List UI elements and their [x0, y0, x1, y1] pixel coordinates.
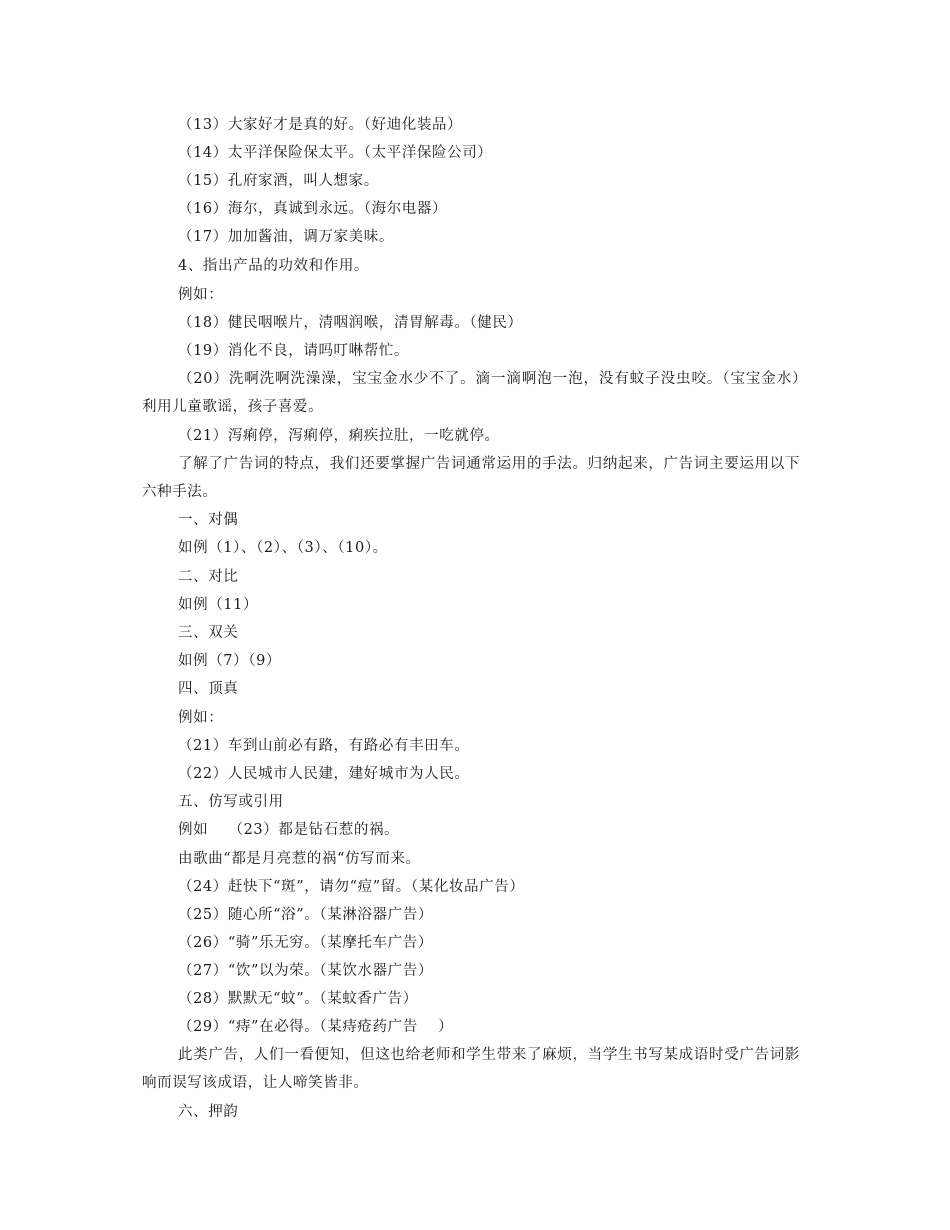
example-label-2: 例如：: [178, 710, 224, 726]
example-13: （13）大家好才是真的好。（好迪化装品）: [178, 117, 463, 133]
example-14: （14）太平洋保险保太平。（太平洋保险公司）: [178, 145, 493, 161]
example-28: （28）默默无“蚊”。（某蚊香广告）: [178, 991, 418, 1007]
example-26: （26）“骑”乐无穷。（某摩托车广告）: [178, 935, 433, 951]
example-17: （17）加加酱油，调万家美味。: [178, 229, 394, 245]
technique-heading-3: 三、双关: [178, 625, 239, 641]
technique-heading-5: 五、仿写或引用: [178, 794, 284, 810]
example-19: （19）消化不良，请吗叮啉帮忙。: [178, 343, 410, 359]
example-23: 例如 （23）都是钻石惹的祸。: [178, 822, 400, 838]
example-24: （24）赶快下“斑”，请勿“痘”留。（某化妆品广告）: [178, 879, 525, 895]
technique-heading-4: 四、顶真: [178, 681, 239, 697]
technique-heading-2: 二、对比: [178, 569, 239, 585]
example-22: （22）人民城市人民建，建好城市为人民。: [178, 766, 470, 782]
example-21: （21）泻痢停，泻痢停，痢疾拉肚，一吃就停。: [178, 428, 500, 444]
example-16: （16）海尔，真诚到永远。（海尔电器）: [178, 201, 448, 217]
example-15: （15）孔府家酒，叫人想家。: [178, 173, 379, 189]
example-label: 例如：: [178, 287, 224, 303]
example-18: （18）健民咽喉片，清咽润喉，清胃解毒。（健民）: [178, 315, 523, 331]
technique-heading-1: 一、对偶: [178, 512, 239, 528]
example-23-note: 由歌曲“都是月亮惹的祸“仿写而来。: [178, 851, 421, 867]
example-29: （29）“痔”在必得。（某痔疮药广告 ）: [178, 1019, 454, 1035]
technique-heading-6: 六、押韵: [178, 1104, 239, 1120]
example-25: （25）随心所“浴”。（某淋浴器广告）: [178, 907, 433, 923]
intro-paragraph: 了解了广告词的特点，我们还要掌握广告词通常运用的手法。归纳起来，广告词主要运用以下六种手法。: [142, 456, 800, 500]
technique-3-examples: 如例（7）（9）: [178, 653, 282, 669]
summary-paragraph: 此类广告，人们一看便知，但这也给老师和学生带来了麻烦，当学生书写某成语时受广告词影响而误写该成语，让人啼笑皆非。: [142, 1047, 800, 1091]
technique-1-examples: 如例（1）、（2）、（3）、（10）。: [178, 540, 388, 556]
example-20: （20）洗啊洗啊洗澡澡，宝宝金水少不了。滴一滴啊泡一泡，没有蚊子没虫咬。（宝宝金水） 利用儿童歌谣，孩子喜爱。: [142, 371, 816, 415]
example-21b: （21）车到山前必有路，有路必有丰田车。: [178, 738, 470, 754]
example-27: （27）“饮”以为荣。（某饮水器广告）: [178, 963, 433, 979]
section-heading-4: 4、指出产品的功效和作用。: [178, 258, 370, 274]
technique-2-examples: 如例（11）: [178, 597, 259, 613]
